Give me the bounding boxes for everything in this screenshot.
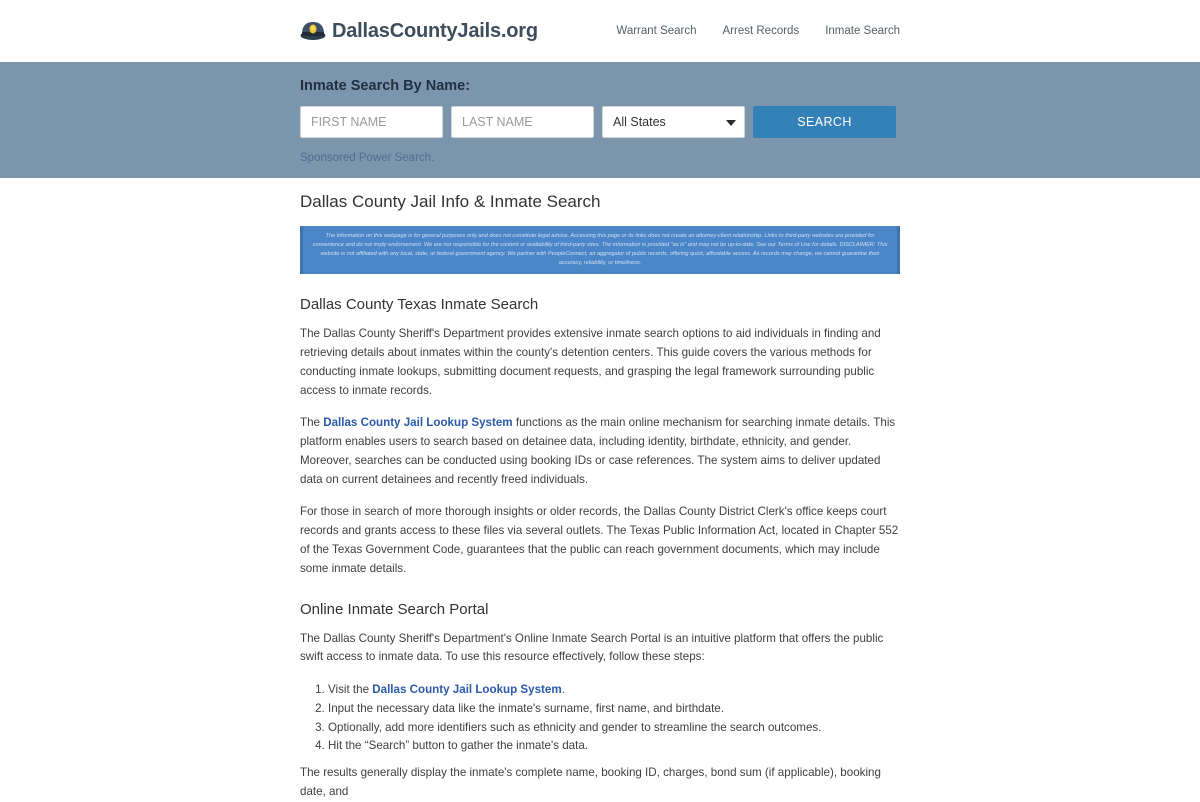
text-before-link: The	[300, 416, 324, 430]
step-text-before-link: Visit the	[328, 683, 373, 697]
header-inner	[300, 0, 900, 62]
list-item: 3. Optionally, add more identifiers such as ethnicity and gender to streamline the search outcomes.	[328, 719, 900, 738]
list-item: 4. Hit the “Search” button to gather the inmate's data.	[328, 737, 900, 756]
section-title-inmate-search: Dallas County Texas Inmate Search	[300, 296, 539, 314]
last-name-input[interactable]	[451, 106, 594, 138]
jail-lookup-system-link[interactable]: Dallas County Jail Lookup System	[323, 416, 513, 430]
site-header	[0, 0, 1200, 62]
portal-steps-list	[300, 681, 900, 756]
search-form	[300, 106, 900, 138]
search-button[interactable]: SEARCH	[753, 106, 896, 138]
state-select-wrapper	[602, 106, 745, 138]
page-title: Dallas County Jail Info & Inmate Search	[300, 192, 601, 211]
first-name-input[interactable]	[300, 106, 443, 138]
state-select[interactable]	[602, 106, 745, 138]
nav-item-inmate-search[interactable]: Inmate Search	[825, 25, 900, 37]
brand-logo-link[interactable]	[300, 20, 538, 43]
text-after-link: functions as the main online mechanism for searching inmate details. This platform enables users to search based on detainee data, including identity, birthdate, ethnicity, and gender. Moreover, searches can be conducted using booking IDs or case references. The system aims to deliver updated data on current detainees and recently freed individuals.	[300, 416, 896, 486]
jail-lookup-system-link-step[interactable]: Dallas County Jail Lookup System	[372, 683, 562, 697]
list-item: 2. Input the necessary data like the inmate's surname, first name, and birthdate.	[328, 700, 900, 719]
main-navigation	[616, 25, 900, 37]
list-item	[328, 681, 900, 700]
police-cap-icon	[300, 20, 326, 42]
search-band-title: Inmate Search By Name:	[300, 78, 471, 94]
search-band-inner	[300, 78, 900, 166]
legal-disclaimer-box: The information on this webpage is for general purposes only and does not constitute legal advice. Accessing this page or its links does not create an attorney-client relationship. Links to third-party websites are provided for convenience and do not imply endorsement. We are not responsible for the content or availability of third-party sites. The information is provided "as is" and may not be up-to-date. See our Terms of Use for details. DISCLAIMER: This website is not affiliated with any local, state, or federal government agency. We partner with PeopleConnect, an aggregator of public records, offering quick, affordable access. As records may change, we cannot guarantee their accuracy, reliability, or timeliness.	[300, 226, 900, 274]
paragraph-lookup-system	[300, 414, 900, 489]
paragraph-portal-intro: The Dallas County Sheriff's Department's Online Inmate Search Portal is an intuitive platform that offers the public swift access to inmate data. To use this resource effectively, follow these steps:	[300, 631, 884, 664]
inmate-search-band	[0, 62, 1200, 178]
paragraph-results-description: The results generally display the inmate's complete name, booking ID, charges, bond sum (if applicable), booking date, and	[300, 766, 881, 799]
step-text-after-link: .	[561, 683, 565, 697]
paragraph-overview: The Dallas County Sheriff's Department provides extensive inmate search options to aid individuals in finding and retrieving details about inmates within the county's detention centers. This guide covers the various methods for conducting inmate lookups, submitting document requests, and grasping the legal framework surrounding public access to inmate records.	[300, 327, 881, 397]
nav-item-arrest-records[interactable]: Arrest Records	[722, 25, 800, 37]
section-title-online-portal: Online Inmate Search Portal	[300, 600, 489, 618]
paragraph-court-records: For those in search of more thorough insights or older records, the Dallas County District Clerk's office keeps court records and grants access to these files via several outlets. The Texas Public Information Act, located in Chapter 552 of the Texas Government Code, guarantees that the public can reach government documents, which may include some inmate details.	[300, 505, 899, 575]
brand-name: DallasCountyJails.org	[332, 19, 538, 42]
sponsored-power-search-link[interactable]: Sponsored Power Search.	[300, 152, 435, 164]
nav-item-warrant-search[interactable]: Warrant Search	[616, 25, 697, 37]
main-content	[300, 178, 900, 802]
